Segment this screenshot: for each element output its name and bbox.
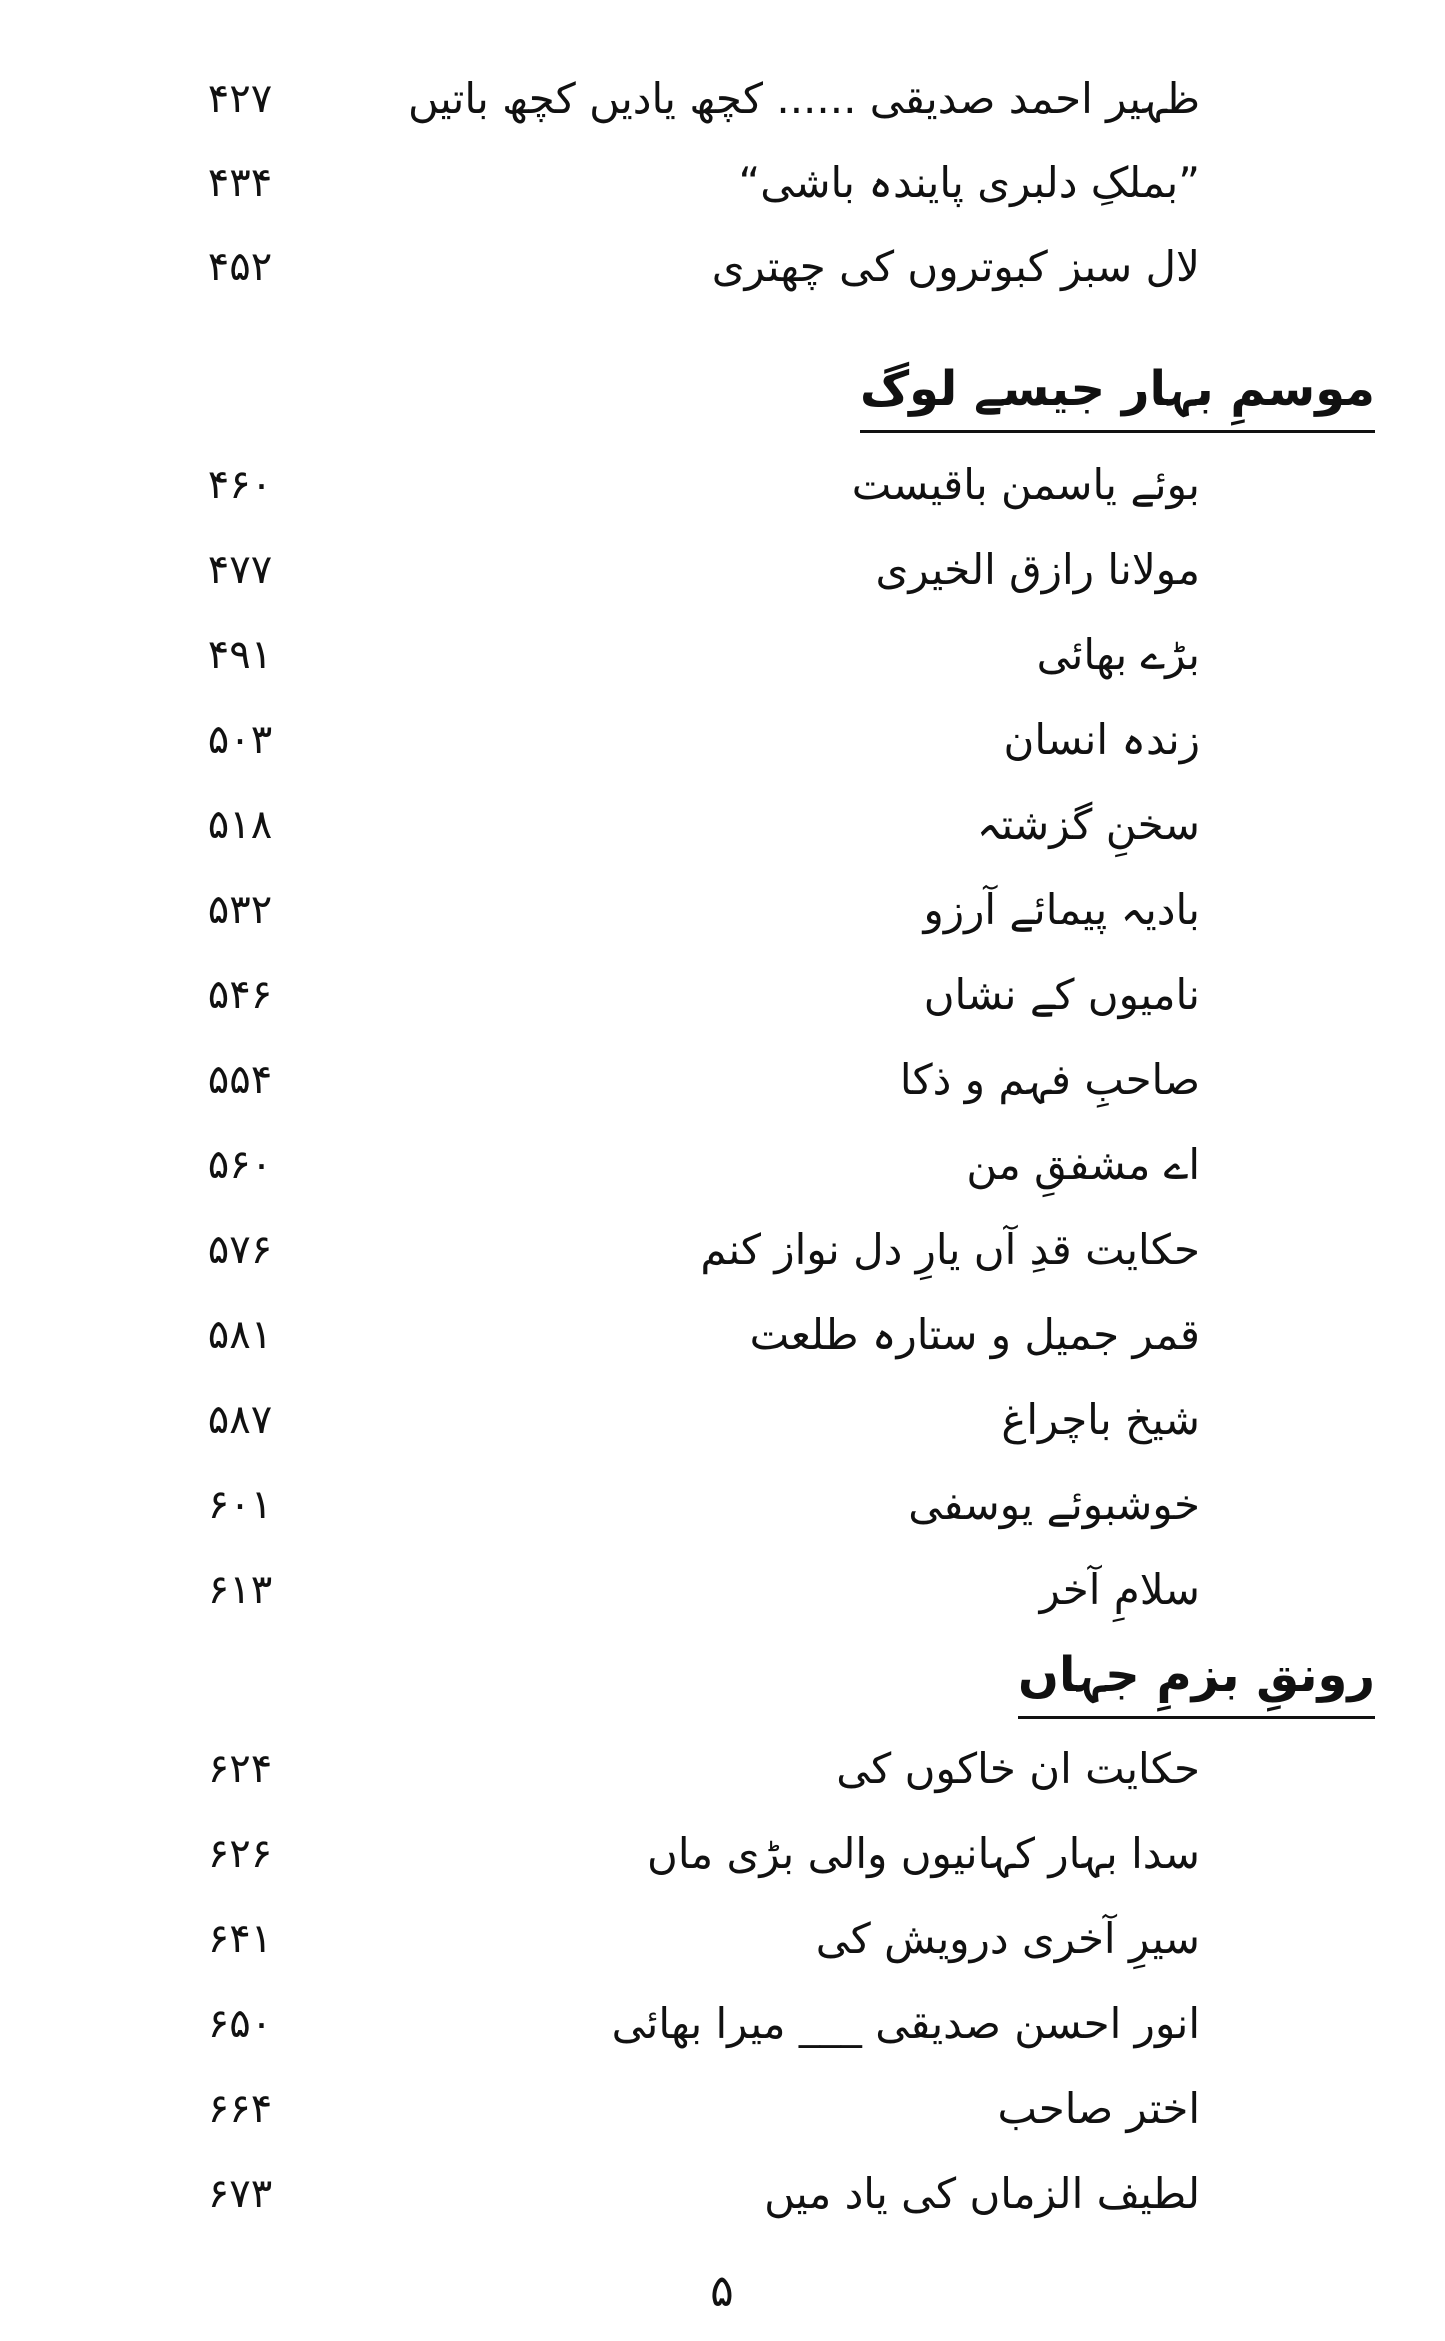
entry-title: بڑے بھائی [1036,630,1200,679]
toc-entry [0,954,1445,1038]
entry-title: قمر جمیل و ستارہ طلعت [749,1310,1200,1359]
entry-title: لال سبز کبوتروں کی چھتری [711,242,1200,291]
entry-title: سلامِ آخر [1039,1565,1200,1614]
toc-entry [0,784,1445,868]
entry-title: مولانا رازق الخیری [875,545,1200,594]
entry-title: صاحبِ فہم و ذکا [899,1055,1200,1104]
entry-page-number: ۴۵۲ [207,244,273,290]
toc-entry [0,1379,1445,1463]
toc-entry [0,444,1445,528]
entry-page-number: ۶۶۴ [207,2086,273,2132]
toc-entry [0,1549,1445,1633]
entry-title: ظہیر احمد صدیقی ...... کچھ یادیں کچھ باتیں [407,74,1200,123]
entry-page-number: ۶۱۳ [207,1567,273,1613]
entry-page-number: ۵۸۱ [207,1312,273,1358]
entry-page-number: ۶۲۶ [207,1831,273,1877]
entry-title: خوشبوئے یوسفی [908,1480,1200,1529]
entry-title: سدا بہار کہانیوں والی بڑی ماں [647,1829,1200,1878]
entry-page-number: ۶۲۴ [207,1746,273,1792]
entry-page-number: ۴۷۷ [207,547,273,593]
section-heading: رونقِ بزمِ جہاں [1018,1640,1375,1719]
toc-entry [0,226,1445,310]
entry-title: حکایت ان خاکوں کی [836,1744,1200,1793]
section-heading: موسمِ بہار جیسے لوگ [860,354,1375,433]
toc-entry [0,1039,1445,1123]
toc-entry [0,1898,1445,1982]
entry-page-number: ۴۲۷ [207,76,273,122]
entry-title: اے مشفقِ من [966,1140,1200,1189]
toc-entry [0,1983,1445,2067]
entry-title: حکایت قدِ آں یارِ دل نواز کنم [700,1225,1200,1274]
toc-entry [0,2153,1445,2237]
toc-entry [0,869,1445,953]
toc-entry [0,1209,1445,1293]
entry-title: شیخ باچراغ [1001,1395,1200,1444]
toc-entry [0,142,1445,226]
entry-title: سخنِ گزشتہ [976,800,1200,849]
toc-entry [0,1728,1445,1812]
entry-page-number: ۵۸۷ [207,1397,273,1443]
entry-title: سیرِ آخری درویش کی [815,1914,1200,1963]
entry-page-number: ۵۶۰ [207,1142,273,1188]
entry-page-number: ۵۰۳ [207,717,273,763]
entry-page-number: ۴۳۴ [207,160,273,206]
entry-title: زندہ انسان [1003,715,1200,764]
entry-title: اختر صاحب [997,2084,1200,2133]
entry-page-number: ۵۵۴ [207,1057,273,1103]
entry-page-number: ۶۷۳ [207,2171,273,2217]
entry-page-number: ۶۰۱ [207,1482,273,1528]
page-number: ۵ [710,2266,734,2317]
entry-page-number: ۵۱۸ [207,802,273,848]
entry-page-number: ۶۴۱ [207,1916,273,1962]
entry-page-number: ۴۶۰ [207,462,273,508]
entry-page-number: ۵۳۲ [207,887,273,933]
entry-page-number: ۵۴۶ [207,972,273,1018]
toc-entry [0,1124,1445,1208]
toc-entry [0,58,1445,142]
entry-title: انور احسن صدیقی ___ میرا بھائی [611,1999,1200,2048]
toc-entry [0,1294,1445,1378]
toc-entry [0,529,1445,613]
entry-title: ناميوں کے نشاں [923,970,1200,1019]
toc-entry [0,1464,1445,1548]
toc-entry [0,699,1445,783]
entry-title: ”بملکِ دلبری پایندہ باشی“ [738,158,1200,207]
toc-entry [0,614,1445,698]
entry-page-number: ۵۷۶ [207,1227,273,1273]
entry-title: لطیف الزماں کی یاد میں [764,2169,1200,2218]
entry-page-number: ۴۹۱ [207,632,273,678]
toc-entry [0,2068,1445,2152]
entry-page-number: ۶۵۰ [207,2001,273,2047]
entry-title: بوئے یاسمن باقیست [851,460,1200,509]
entry-title: بادیہ پیمائے آرزو [923,885,1200,934]
toc-entry [0,1813,1445,1897]
